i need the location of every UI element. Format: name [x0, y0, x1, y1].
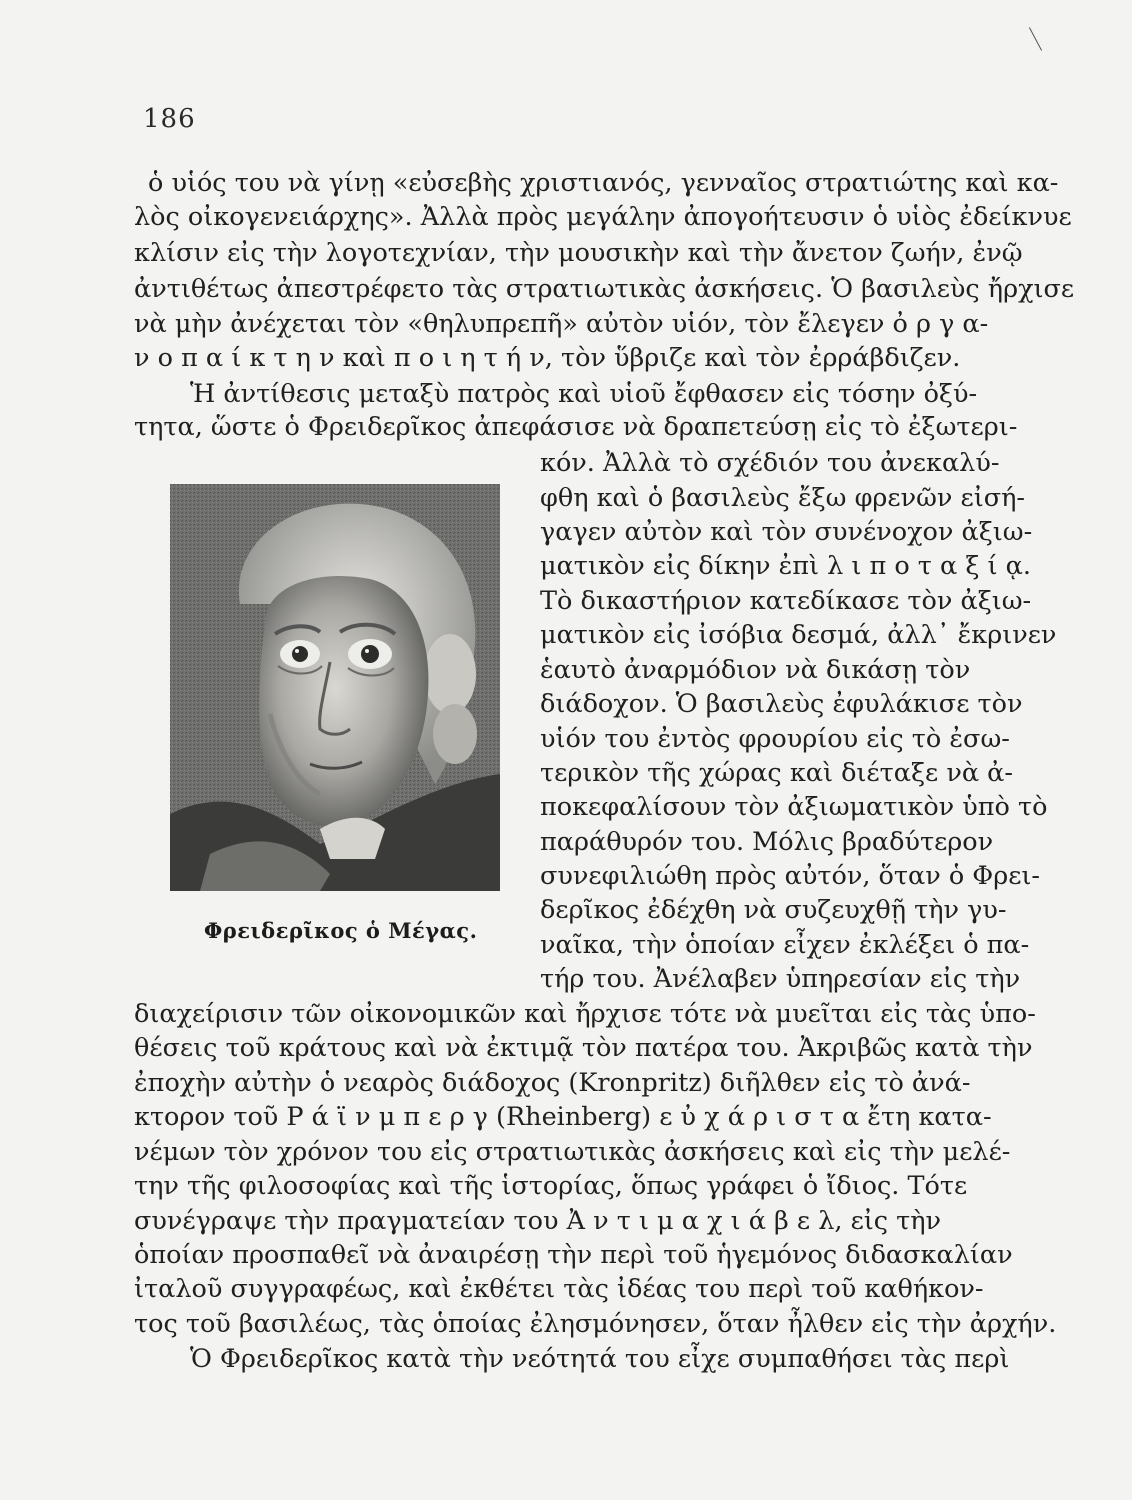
text-line: υἱόν του ἐντὸς φρουρίου εἰς τὸ ἐσω- [540, 724, 1010, 754]
text-line: κόν. Ἀλλὰ τὸ σχέδιόν του ἀνεκαλύ- [540, 448, 1000, 478]
text-line: νὰ μὴν ἀνέχεται τὸν «θηλυπρεπῆ» αὐτὸν υἱόν, τὸν ἔλεγεν ὀ ρ γ α- [134, 309, 989, 339]
text-line: κλίσιν εἰς τὴν λογοτεχνίαν, τὴν μουσικὴν καὶ τὴν ἄνετον ζωήν, ἐνῷ [134, 238, 1023, 268]
text-line: τερικὸν τῆς χώρας καὶ διέταξε νὰ ἀ- [540, 758, 1013, 788]
text-line: συνέγραψε τὴν πραγματείαν του Ἀ ν τ ι μ α χ ι ά β ε λ, εἰς τὴν [134, 1206, 942, 1236]
text-line: την τῆς φιλοσοφίας καὶ τῆς ἱστορίας, ὅπως γράφει ὁ ἴδιος. Τότε [134, 1171, 968, 1201]
text-line: διάδοχον. Ὁ βασιλεὺς ἐφυλάκισε τὸν [540, 689, 1023, 719]
text-line: ἀντιθέτως ἀπεστρέφετο τὰς στρατιωτικὰς ἀσκήσεις. Ὁ βασιλεὺς ἤρχισε [134, 274, 1075, 304]
text-line: νέμων τὸν χρόνον του εἰς στρατιωτικὰς ἀσκήσεις καὶ εἰς τὴν μελέ- [134, 1137, 1011, 1167]
text-line: θέσεις τοῦ κράτους καὶ νὰ ἐκτιμᾷ τὸν πατέρα του. Ἀκριβῶς κατὰ τὴν [134, 1033, 1033, 1063]
text-line: ὁ υἱός του νὰ γίνῃ «εὐσεβὴς χριστιανός, γενναῖος στρατιώτης καὶ κα- [148, 168, 1059, 198]
text-line: γαγεν αὐτὸν καὶ τὸν συνένοχον ἀξιω- [540, 517, 1033, 547]
text-line: τήρ του. Ἀνέλαβεν ὑπηρεσίαν εἰς τὴν [540, 964, 1021, 994]
text-line: Τὸ δικαστήριον κατεδίκασε τὸν ἀξιω- [540, 586, 1032, 616]
portrait-figure [170, 484, 500, 891]
text-line: παράθυρόν του. Μόλις βραδύτερον [540, 827, 994, 857]
page-number: 186 [143, 104, 196, 134]
text-line: κτορον τοῦ Ρ ά ϊ ν μ π ε ρ γ (Rheinberg) ε ὐ χ ά ρ ι σ τ α ἔτη κατα- [134, 1102, 992, 1132]
portrait-caption: Φρειδερῖκος ὁ Μέγας. [204, 918, 478, 943]
portrait-image [170, 484, 500, 891]
text-line: λὸς οἰκογενειάρχης». Ἀλλὰ πρὸς μεγάλην ἀπογοήτευσιν ὁ υἱὸς ἐδείκνυε [134, 202, 1072, 232]
text-line: τητα, ὥστε ὁ Φρειδερῖκος ἀπεφάσισε νὰ δραπετεύσῃ εἰς τὸ ἐξωτερι- [134, 412, 1018, 442]
text-line: φθη καὶ ὁ βασιλεὺς ἔξω φρενῶν εἰσή- [540, 483, 1026, 513]
text-line: ποκεφαλίσουν τὸν ἀξιωματικὸν ὑπὸ τὸ [540, 792, 1048, 822]
text-line: ματικὸν εἰς ἰσόβια δεσμά, ἀλλ᾿ ἔκρινεν [540, 620, 1057, 650]
text-line: ἑαυτὸ ἀναρμόδιον νὰ δικάσῃ τὸν [540, 655, 971, 685]
text-line: ναῖκα, τὴν ὁποίαν εἶχεν ἐκλέξει ὁ πα- [540, 930, 1030, 960]
text-line: ἰταλοῦ συγγραφέως, καὶ ἐκθέτει τὰς ἰδέας του περὶ τοῦ καθήκον- [134, 1274, 984, 1304]
text-line: ὁποίαν προσπαθεῖ νὰ ἀναιρέσῃ τὴν περὶ τοῦ ἡγεμόνος διδασκαλίαν [134, 1240, 1013, 1270]
text-line: δερῖκος ἐδέχθη νὰ συζευχθῇ τὴν γυ- [540, 895, 1007, 925]
text-line: συνεφιλιώθη πρὸς αὐτόν, ὅταν ὁ Φρει- [540, 861, 1041, 891]
text-line: ματικὸν εἰς δίκην ἐπὶ λ ι π ο τ α ξ ί ᾳ. [540, 551, 1031, 581]
page-corner-mark [1029, 27, 1042, 50]
text-line: Ἡ ἀντίθεσις μεταξὺ πατρὸς καὶ υἱοῦ ἔφθασεν εἰς τόσην ὀξύ- [190, 379, 978, 409]
text-line: Ὁ Φρειδερῖκος κατὰ τὴν νεότητά του εἶχε συμπαθήσει τὰς περὶ [190, 1344, 1010, 1374]
text-line: τος τοῦ βασιλέως, τὰς ὁποίας ἐλησμόνησεν, ὅταν ἦλθεν εἰς τὴν ἀρχήν. [134, 1309, 1057, 1339]
text-line: ν ο π α ί κ τ η ν καὶ π ο ι η τ ή ν, τὸν ὕβριζε καὶ τὸν ἐρράβδιζεν. [134, 343, 961, 373]
text-line: διαχείρισιν τῶν οἰκονομικῶν καὶ ἤρχισε τότε νὰ μυεῖται εἰς τὰς ὑπο- [134, 999, 1036, 1029]
text-line: ἐποχὴν αὐτὴν ὁ νεαρὸς διάδοχος (Kronpritz) διῆλθεν εἰς τὸ ἀνά- [134, 1068, 971, 1098]
